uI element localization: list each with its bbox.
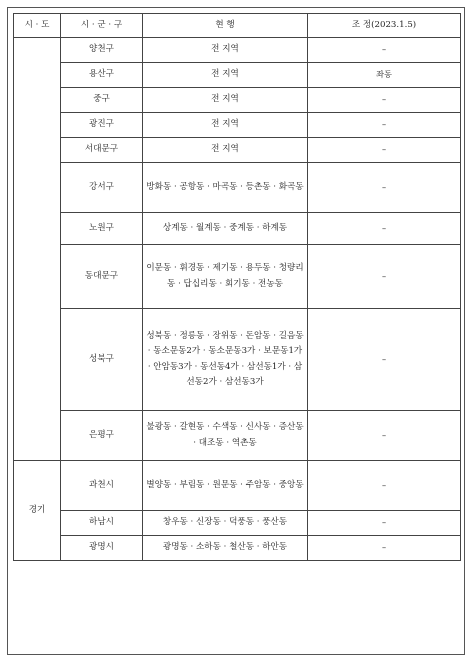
table-row: [14, 511, 461, 536]
district-cell: 광진구: [61, 113, 143, 138]
adjusted-cell: –: [308, 309, 461, 411]
header-current: 현 행: [143, 14, 308, 38]
adjusted-cell: –: [308, 163, 461, 213]
header-adjusted: 조 정(2023.1.5): [308, 14, 461, 38]
district-cell: 동대문구: [61, 245, 143, 309]
regulated-area-table: [13, 13, 461, 561]
table-row: [14, 163, 461, 213]
table-row: [14, 309, 461, 411]
adjusted-cell: –: [308, 138, 461, 163]
adjusted-cell: –: [308, 461, 461, 511]
header-sigungu: 시 · 군 · 구: [61, 14, 143, 38]
header-sido: 시 · 도: [14, 14, 61, 38]
district-cell: 양천구: [61, 38, 143, 63]
adjusted-cell: –: [308, 536, 461, 561]
table-row: [14, 536, 461, 561]
district-cell: 은평구: [61, 411, 143, 461]
district-cell: 중구: [61, 88, 143, 113]
district-cell: 하남시: [61, 511, 143, 536]
adjusted-cell: 좌동: [308, 63, 461, 88]
table-row: [14, 63, 461, 88]
district-cell: 강서구: [61, 163, 143, 213]
current-cell: 전 지역: [143, 113, 308, 138]
current-cell: 창우동 · 신장동 · 덕풍동 · 풍산동: [143, 511, 308, 536]
table-row: [14, 38, 461, 63]
district-cell: 광명시: [61, 536, 143, 561]
current-cell: 전 지역: [143, 138, 308, 163]
table-row: [14, 245, 461, 309]
current-cell: 이문동 · 휘경동 · 제기동 · 용두동 · 청량리동 · 답십리동 · 회기동 · 전농동: [143, 245, 308, 309]
district-cell: 성북구: [61, 309, 143, 411]
region-cell: 경기: [14, 461, 61, 561]
header-row: [14, 14, 461, 38]
adjusted-cell: –: [308, 511, 461, 536]
district-cell: 노원구: [61, 213, 143, 245]
current-cell: 방화동 · 공항동 · 마곡동 · 등촌동 · 화곡동: [143, 163, 308, 213]
district-cell: 서대문구: [61, 138, 143, 163]
table-row: [14, 88, 461, 113]
current-cell: 전 지역: [143, 63, 308, 88]
adjusted-cell: –: [308, 88, 461, 113]
table-row: [14, 213, 461, 245]
district-cell: 과천시: [61, 461, 143, 511]
current-cell: 전 지역: [143, 88, 308, 113]
current-cell: 성북동 · 정릉동 · 장위동 · 돈암동 · 길음동 · 동소문동2가 · 동소문동3가 · 보문동1가 · 안암동3가 · 동선동4가 · 삼선동1가 · 삼선동2가 · 삼선동3가: [143, 309, 308, 411]
table-row: [14, 138, 461, 163]
region-cell: [14, 38, 61, 461]
current-cell: 불광동 · 갈현동 · 수색동 · 신사동 · 증산동 · 대조동 · 역촌동: [143, 411, 308, 461]
district-cell: 용산구: [61, 63, 143, 88]
current-cell: 상계동 · 월계동 · 중계동 · 하계동: [143, 213, 308, 245]
table-row: [14, 461, 461, 511]
adjusted-cell: –: [308, 113, 461, 138]
adjusted-cell: –: [308, 411, 461, 461]
adjusted-cell: –: [308, 213, 461, 245]
table-row: [14, 113, 461, 138]
adjusted-cell: –: [308, 245, 461, 309]
current-cell: 광명동 · 소하동 · 철산동 · 하안동: [143, 536, 308, 561]
table-row: [14, 411, 461, 461]
current-cell: 별양동 · 부림동 · 원문동 · 주암동 · 중앙동: [143, 461, 308, 511]
current-cell: 전 지역: [143, 38, 308, 63]
adjusted-cell: –: [308, 38, 461, 63]
